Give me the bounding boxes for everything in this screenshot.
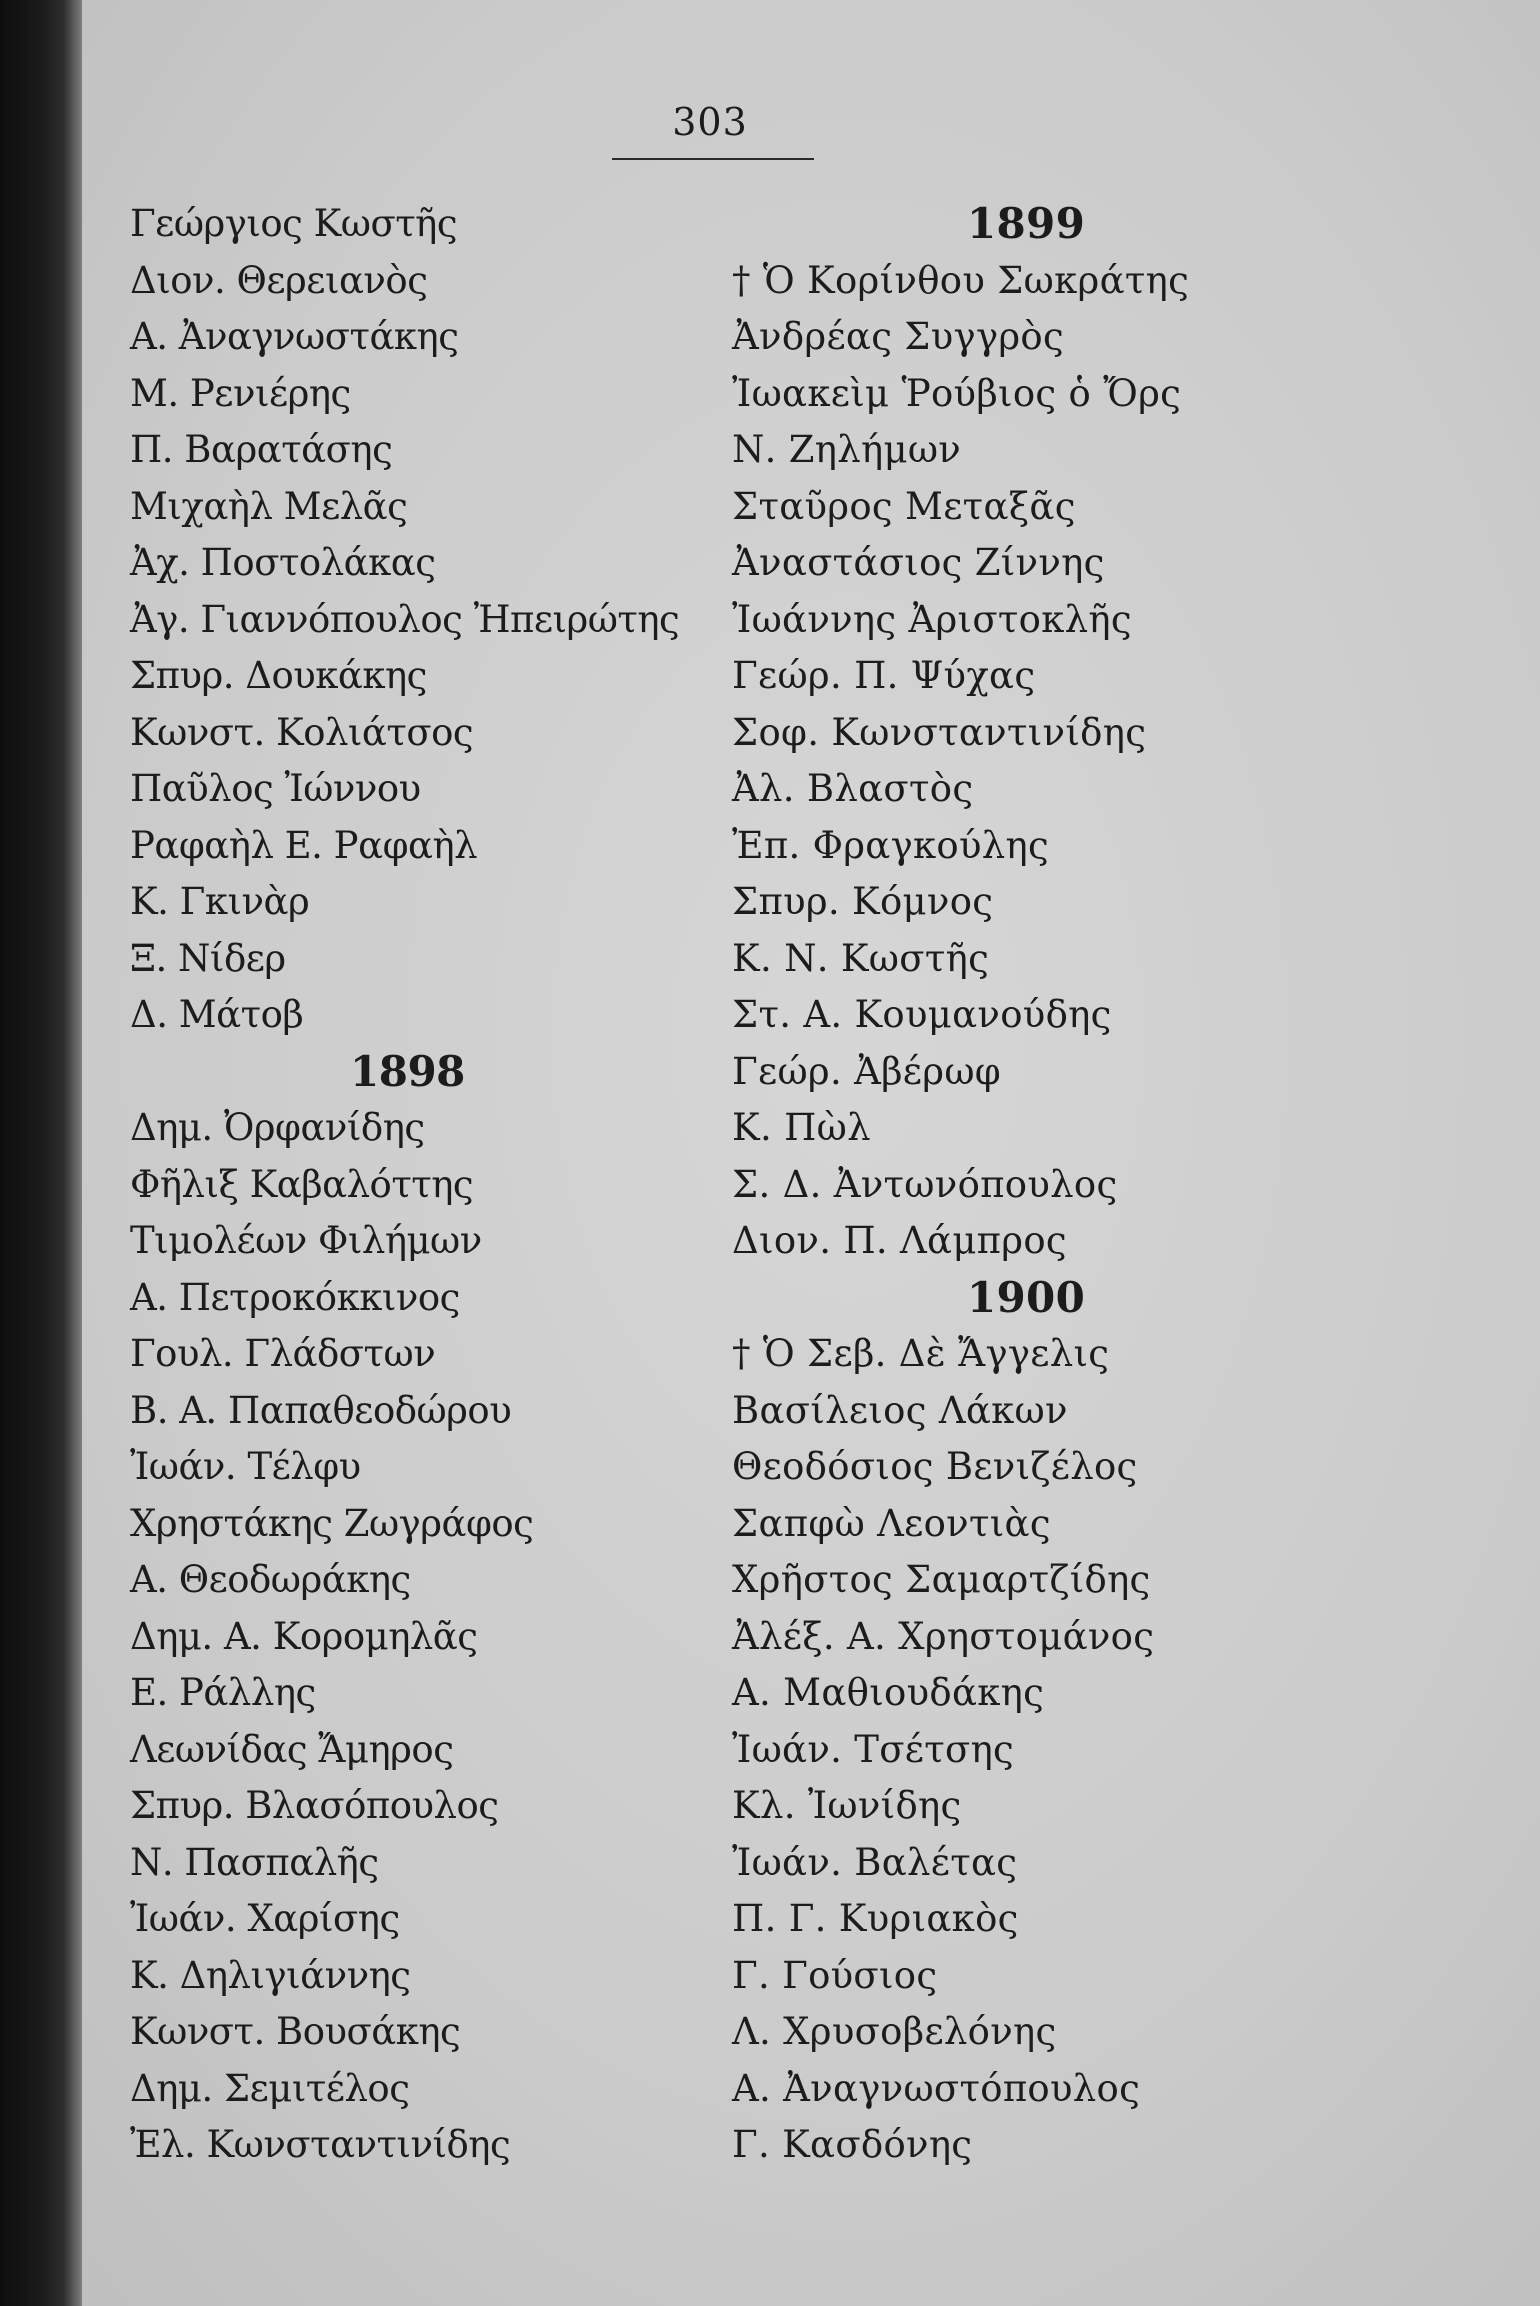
name-entry: Κ. Γκινὰρ: [130, 880, 310, 923]
name-entry: Γ. Γούσιος: [732, 1953, 938, 1997]
name-entry: Δημ. Α. Κορομηλᾶς: [130, 1614, 478, 1658]
name-entry: Κωνστ. Βουσάκης: [130, 2010, 461, 2053]
name-entry: Κ. Ν. Κωστῆς: [732, 936, 990, 980]
name-entry: Ξ. Νίδερ: [130, 936, 286, 980]
name-entry: Α. Θεοδωράκης: [130, 1558, 411, 1601]
name-entry: Ἀχ. Ποστολάκας: [130, 541, 436, 584]
name-entry: Α. Ἀναγνωστάκης: [130, 315, 459, 358]
name-entry: Ἰωάν. Τσέτσης: [732, 1727, 1015, 1771]
name-entry: Λ. Χρυσοβελόνης: [732, 2010, 1057, 2053]
name-entry: Δημ. Σεμιτέλος: [130, 2066, 410, 2110]
name-entry: Δ. Μάτοβ: [130, 993, 304, 1036]
name-entry: Διον. Π. Λάμπρος: [732, 1219, 1067, 1262]
name-entry: Ἐλ. Κωνσταντινίδης: [130, 2123, 511, 2166]
name-entry: Σοφ. Κωνσταντινίδης: [732, 710, 1147, 754]
name-entry: Κ. Πὼλ: [732, 1106, 871, 1149]
name-entry: † Ὁ Σεβ. Δὲ Ἄγγελις: [732, 1332, 1110, 1375]
name-entry: Α. Μαθιουδάκης: [732, 1671, 1045, 1714]
name-entry: Π. Βαρατάσης: [130, 428, 393, 471]
name-entry: Α. Ἀναγνωστόπουλος: [732, 2066, 1141, 2110]
header-rule: [612, 158, 814, 160]
name-entry: Ν. Ζηλήμων: [732, 428, 962, 471]
name-entry: Σπυρ. Βλασόπουλος: [130, 1784, 499, 1827]
name-entry: Ἀναστάσιος Ζίννης: [732, 541, 1105, 584]
name-entry: Ν. Πασπαλῆς: [130, 1840, 379, 1884]
name-entry: Κωνστ. Κολιάτσος: [130, 710, 474, 754]
name-entry: Τιμολέων Φιλήμων: [130, 1219, 482, 1262]
name-entry: Θεοδόσιος Βενιζέλος: [732, 1445, 1138, 1488]
name-entry: Γεώρ. Ἀβέρωφ: [732, 1049, 1001, 1093]
name-entry: Ἀνδρέας Συγγρὸς: [732, 315, 1065, 358]
name-entry: Χρῆστος Σαμαρτζίδης: [732, 1558, 1151, 1601]
name-entry: Ἰωάν. Χαρίσης: [130, 1897, 400, 1940]
name-entry: Ἀλ. Βλαστὸς: [732, 767, 974, 810]
name-entry: Κλ. Ἰωνίδης: [732, 1784, 962, 1827]
page-number: 303: [672, 100, 748, 144]
name-entry: Γουλ. Γλάδστων: [130, 1332, 436, 1375]
name-entry: Μιχαὴλ Μελᾶς: [130, 484, 408, 528]
name-entry: Κ. Δηλιγιάννης: [130, 1953, 411, 1997]
name-entry: Παῦλος Ἰώννου: [130, 767, 421, 810]
name-entry: Γ. Κασδόνης: [732, 2123, 973, 2166]
name-entry: Σαπφὼ Λεοντιὰς: [732, 1501, 1051, 1545]
name-entry: Ἰωάν. Τέλφυ: [130, 1445, 361, 1488]
name-entry: Σπυρ. Κόμνος: [732, 880, 994, 923]
name-entry: Σ. Δ. Ἀντωνόπουλος: [732, 1162, 1118, 1206]
name-entry: Ἐπ. Φραγκούλης: [732, 823, 1050, 867]
year-heading: 1900: [967, 1272, 1086, 1322]
name-entry: Α. Πετροκόκκινος: [130, 1275, 460, 1319]
name-entry: Π. Γ. Κυριακὸς: [732, 1897, 1019, 1940]
name-entry: Λεωνίδας Ἄμηρος: [130, 1727, 454, 1771]
name-entry: Βασίλειος Λάκων: [732, 1388, 1068, 1432]
name-entry: Σταῦρος Μεταξᾶς: [732, 484, 1076, 528]
name-entry: Ἰωάν. Βαλέτας: [732, 1840, 1018, 1884]
name-entry: Γεώργιος Κωστῆς: [130, 202, 458, 245]
name-entry: Β. Α. Παπαθεοδώρου: [130, 1388, 512, 1432]
name-entry: Ε. Ράλλης: [130, 1671, 316, 1714]
left-column: [130, 196, 750, 2174]
name-entry: Γεώρ. Π. Ψύχας: [732, 654, 1036, 697]
name-entry: Ραφαὴλ Ε. Ραφαὴλ: [130, 823, 478, 867]
right-column: [732, 196, 1292, 2174]
year-heading: 1898: [350, 1046, 465, 1096]
name-entry: Ἰωάννης Ἀριστοκλῆς: [732, 597, 1132, 641]
name-entry: Ἀγ. Γιαννόπουλος Ἠπειρώτης: [130, 597, 680, 641]
name-entry: Διον. Θερειανὸς: [130, 258, 428, 302]
name-entry: Ἰωακεὶμ Ῥούβιος ὁ Ὄρς: [732, 371, 1182, 415]
name-entry: Στ. Α. Κουμανούδης: [732, 993, 1112, 1036]
name-entry: Δημ. Ὀρφανίδης: [130, 1106, 425, 1149]
year-heading: 1899: [967, 199, 1086, 248]
name-entry: Φῆλιξ Καβαλόττης: [130, 1162, 474, 1206]
name-entry: Χρηστάκης Ζωγράφος: [130, 1501, 534, 1545]
name-entry: † Ὁ Κορίνθου Σωκράτης: [732, 258, 1190, 302]
book-binding-shadow: [0, 0, 82, 2306]
name-entry: Μ. Ρενιέρης: [130, 371, 351, 415]
name-entry: Ἀλέξ. Α. Χρηστομάνος: [732, 1614, 1155, 1658]
name-entry: Σπυρ. Δουκάκης: [130, 654, 427, 697]
